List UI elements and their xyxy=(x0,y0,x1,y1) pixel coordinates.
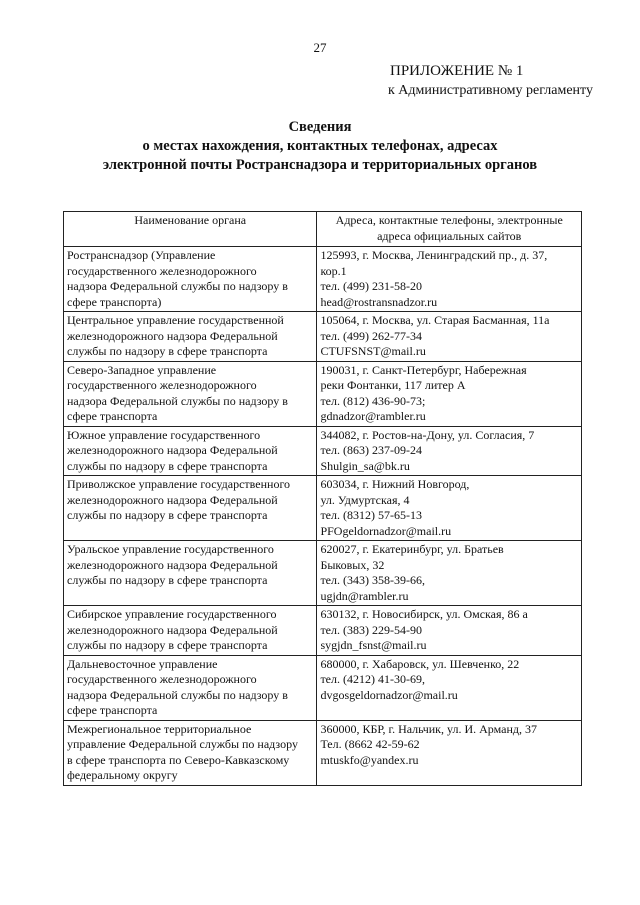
contacts-cell xyxy=(317,655,582,720)
contacts-cell xyxy=(317,247,582,312)
contacts-cell-line: dvgosgeldornadzor@mail.ru xyxy=(320,687,458,702)
contacts-cell-line: ugjdn@rambler.ru xyxy=(320,588,409,603)
contacts-cell-line: реки Фонтанки, 117 литер А xyxy=(320,378,466,392)
table-row xyxy=(64,361,582,426)
organization-cell-line: железнодорожного надзора Федеральной xyxy=(67,622,278,637)
organization-cell-line: государственного железнодорожного xyxy=(67,672,257,686)
header-contacts-line: адреса официальных сайтов xyxy=(377,228,522,243)
table-row xyxy=(64,426,582,476)
contacts-cell xyxy=(317,426,582,476)
contacts-cell-line: 360000, КБР, г. Нальчик, ул. И. Арманд, 37 xyxy=(320,721,537,736)
table-row xyxy=(64,476,582,541)
organization-cell-line: надзора Федеральной службы по надзору в xyxy=(67,687,288,702)
table-row xyxy=(64,606,582,656)
contacts-cell-line: 105064, г. Москва, ул. Старая Басманная, 11а xyxy=(320,313,550,327)
organization-cell-line: Приволжское управление государственного xyxy=(67,477,291,491)
heading-line-2: о местах нахождения, контактных телефонах, адресах xyxy=(142,138,498,154)
contacts-cell-line: тел. (343) 358-39-66, xyxy=(320,573,425,587)
organization-cell-line: железнодорожного надзора Федеральной xyxy=(67,328,278,343)
contacts-cell xyxy=(317,720,582,785)
contacts-cell-line: 125993, г. Москва, Ленинградский пр., д. 37, xyxy=(320,248,548,262)
header-contacts xyxy=(317,212,582,247)
contacts-cell-line: тел. (383) 229-54-90 xyxy=(320,622,422,637)
organization-cell xyxy=(64,720,317,785)
table-row xyxy=(64,655,582,720)
organization-cell-line: надзора Федеральной службы по надзору в xyxy=(67,393,288,408)
annex-title: ПРИЛОЖЕНИЕ № 1 xyxy=(390,63,524,79)
organization-cell-line: в сфере транспорта по Северо-Кавказскому xyxy=(67,752,290,767)
table-header-row xyxy=(64,212,582,247)
heading-line-3: электронной почты Ространснадзора и территориальных органов xyxy=(102,157,538,173)
contacts-cell-line: тел. (499) 231-58-20 xyxy=(320,279,422,293)
contacts-cell-line: Быковых, 32 xyxy=(320,557,385,572)
table-body xyxy=(64,247,582,786)
organization-cell-line: федеральному округу xyxy=(67,768,178,782)
contacts-cell-line: sygjdn_fsnst@mail.ru xyxy=(320,638,427,652)
contacts-cell xyxy=(317,476,582,541)
header-contacts-line: Адреса, контактные телефоны, электронные xyxy=(335,213,563,227)
organization-cell xyxy=(64,541,317,606)
contacts-cell-line: Тел. (8662 42-59-62 xyxy=(320,737,420,751)
contacts-cell-line: тел. (812) 436-90-73; xyxy=(320,393,426,408)
organization-cell-line: службы по надзору в сфере транспорта xyxy=(67,458,268,473)
organization-cell-line: Уральское управление государственного xyxy=(67,542,274,556)
header-organization-text: Наименование органа xyxy=(134,213,247,227)
table-row xyxy=(64,312,582,362)
organization-cell xyxy=(64,247,317,312)
organization-cell-line: Сибирское управление государственного xyxy=(67,607,277,621)
heading-line-1: Сведения xyxy=(288,119,352,135)
contacts-cell-line: тел. (4212) 41-30-69, xyxy=(320,672,425,686)
organization-cell xyxy=(64,312,317,362)
contacts-cell-line: 630132, г. Новосибирск, ул. Омская, 86 а xyxy=(320,607,528,621)
contacts-cell xyxy=(317,361,582,426)
organization-cell-line: службы по надзору в сфере транспорта xyxy=(67,573,268,587)
organization-cell-line: железнодорожного надзора Федеральной xyxy=(67,557,278,572)
contacts-cell-line: тел. (8312) 57-65-13 xyxy=(320,508,422,522)
contacts-cell-line: mtuskfo@yandex.ru xyxy=(320,752,419,767)
header-organization xyxy=(64,212,317,247)
contacts-cell-line: тел. (499) 262-77-34 xyxy=(320,328,422,343)
annex-block xyxy=(390,62,593,100)
organization-cell xyxy=(64,476,317,541)
organization-cell-line: Центральное управление государственной xyxy=(67,313,284,327)
organization-cell-line: надзора Федеральной службы по надзору в xyxy=(67,279,288,293)
contacts-cell-line: 344082, г. Ростов-на-Дону, ул. Согласия, 7 xyxy=(320,427,535,442)
contacts-cell-line: 190031, г. Санкт-Петербург, Набережная xyxy=(320,362,527,377)
contacts-cell-line: Shulgin_sa@bk.ru xyxy=(320,458,410,473)
contacts-cell-line: PFOgeldornadzor@mail.ru xyxy=(320,523,452,538)
contacts-cell-line: 620027, г. Екатеринбург, ул. Братьев xyxy=(320,542,504,556)
annex-subtitle: к Административному регламенту xyxy=(388,83,593,98)
organization-cell-line: сфере транспорта xyxy=(67,703,158,717)
table-row xyxy=(64,247,582,312)
contacts-cell xyxy=(317,312,582,362)
contacts-cell-line: CTUFSNST@mail.ru xyxy=(320,344,426,358)
table-row xyxy=(64,541,582,606)
contacts-cell-line: 603034, г. Нижний Новгород, xyxy=(320,477,470,491)
contacts-cell-line: 680000, г. Хабаровск, ул. Шевченко, 22 xyxy=(320,656,520,671)
organization-cell-line: Ространснадзор (Управление xyxy=(67,248,216,262)
organization-cell xyxy=(64,606,317,656)
organization-cell-line: государственного железнодорожного xyxy=(67,378,257,392)
contacts-cell-line: head@rostransnadzor.ru xyxy=(320,294,438,309)
table-row xyxy=(64,720,582,785)
organization-cell xyxy=(64,361,317,426)
organization-cell-line: службы по надзору в сфере транспорта xyxy=(67,508,268,522)
organization-cell-line: железнодорожного надзора Федеральной xyxy=(67,492,278,507)
organization-cell-line: Северо-Западное управление xyxy=(67,362,217,377)
page-number: 27 xyxy=(313,40,327,55)
organization-cell-line: железнодорожного надзора Федеральной xyxy=(67,443,278,457)
document-heading xyxy=(0,118,640,175)
organization-cell-line: Межрегиональное территориальное xyxy=(67,721,252,736)
organization-cell-line: Южное управление государственного xyxy=(67,427,261,442)
agencies-table xyxy=(63,211,582,786)
contacts-cell-line: кор.1 xyxy=(320,263,347,278)
contacts-cell-line: gdnadzor@rambler.ru xyxy=(320,409,426,423)
contacts-cell xyxy=(317,541,582,606)
contacts-cell xyxy=(317,606,582,656)
organization-cell xyxy=(64,655,317,720)
organization-cell-line: государственного железнодорожного xyxy=(67,263,257,278)
organization-cell-line: сфере транспорта xyxy=(67,409,158,423)
organization-cell-line: сфере транспорта) xyxy=(67,294,162,309)
organization-cell xyxy=(64,426,317,476)
organization-cell-line: службы по надзору в сфере транспорта xyxy=(67,344,268,358)
contacts-cell-line: тел. (863) 237-09-24 xyxy=(320,443,422,457)
organization-cell-line: управление Федеральной службы по надзору xyxy=(67,737,298,751)
organization-cell-line: Дальневосточное управление xyxy=(67,656,218,671)
organization-cell-line: службы по надзору в сфере транспорта xyxy=(67,638,268,652)
contacts-cell-line: ул. Удмуртская, 4 xyxy=(320,492,410,507)
